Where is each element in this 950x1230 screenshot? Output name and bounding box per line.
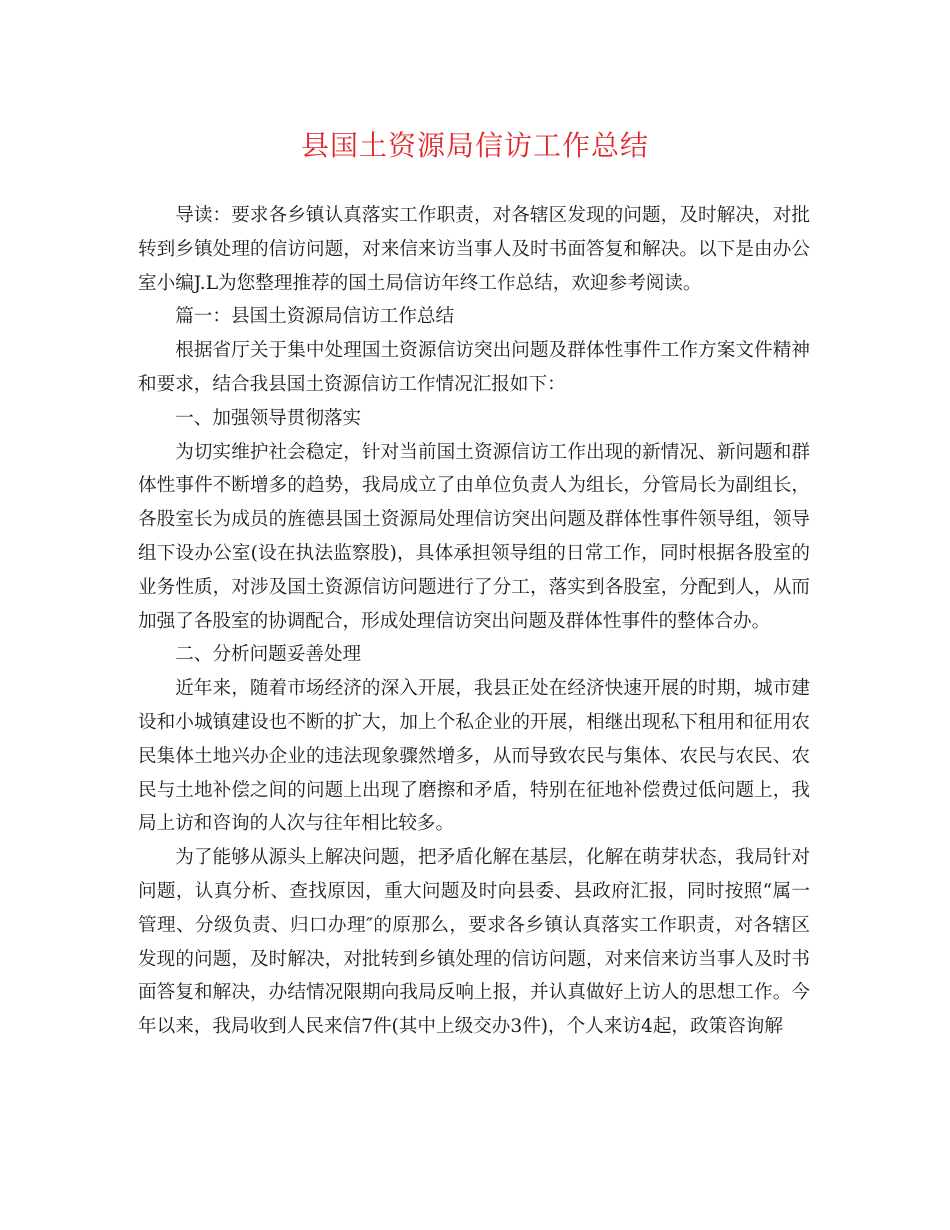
body-paragraph: 为了能够从源头上解决问题，把矛盾化解在基层，化解在萌芽状态，我局针对问题，认真分析、查找原因，重大问题及时向县委、县政府汇报，同时按照“属一管理、分级负责、归口办理″的原那么，要求各乡镇认真落实工作职责，对各辖区发现的问题，及时解决，对批转到乡镇处理的信访问题，对来信来访当事人及时书面答复和解决，办结情况限期向我局反响上报，并认真做好上访人的思想工作。今年以来，我局收到人民来信7件(其中上级交办3件)，个人来访4起，政策咨询解: [138, 847, 810, 1038]
article-one-heading: 篇一：县国土资源局信访工作总结: [175, 306, 455, 328]
intro-paragraph: 导读：要求各乡镇认真落实工作职责，对各辖区发现的问题，及时解决，对批转到乡镇处理的信访问题，对来信来访当事人及时书面答复和解决。以下是由办公室小编J.L为您整理推荐的国土局信访年终工作总结，欢迎参考阅读。: [138, 205, 810, 294]
section-heading-1: 一、加强领导贯彻落实: [175, 407, 362, 429]
section-heading-2: 二、分析问题妥善处理: [175, 644, 362, 666]
document-body: [138, 199, 810, 1044]
body-paragraph: 近年来，随着市场经济的深入开展，我县正处在经济快速开展的时期，城市建设和小城镇建设也不断的扩大，加上个私企业的开展，相继出现私下租用和征用农民集体土地兴办企业的违法现象骤然增多，从而导致农民与集体、农民与农民、农民与土地补偿之间的问题上出现了磨擦和矛盾，特别在征地补偿费过低问题上，我局上访和咨询的人次与往年相比较多。: [138, 678, 810, 835]
body-paragraph: 为切实维护社会稳定，针对当前国土资源信访工作出现的新情况、新问题和群体性事件不断增多的趋势，我局成立了由单位负责人为组长，分管局长为副组长，各股室长为成员的旌德县国土资源局处理信访突出问题及群体性事件领导组，领导组下设办公室(设在执法监察股)，具体承担领导组的日常工作，同时根据各股室的业务性质，对涉及国土资源信访问题进行了分工，落实到各股室，分配到人，从而加强了各股室的协调配合，形成处理信访突出问题及群体性事件的整体合办。: [138, 441, 810, 632]
body-paragraph: 根据省厅关于集中处理国土资源信访突出问题及群体性事件工作方案文件精神和要求，结合我县国土资源信访工作情况汇报如下：: [138, 340, 810, 395]
document-title: 县国土资源局信访工作总结: [300, 129, 649, 162]
